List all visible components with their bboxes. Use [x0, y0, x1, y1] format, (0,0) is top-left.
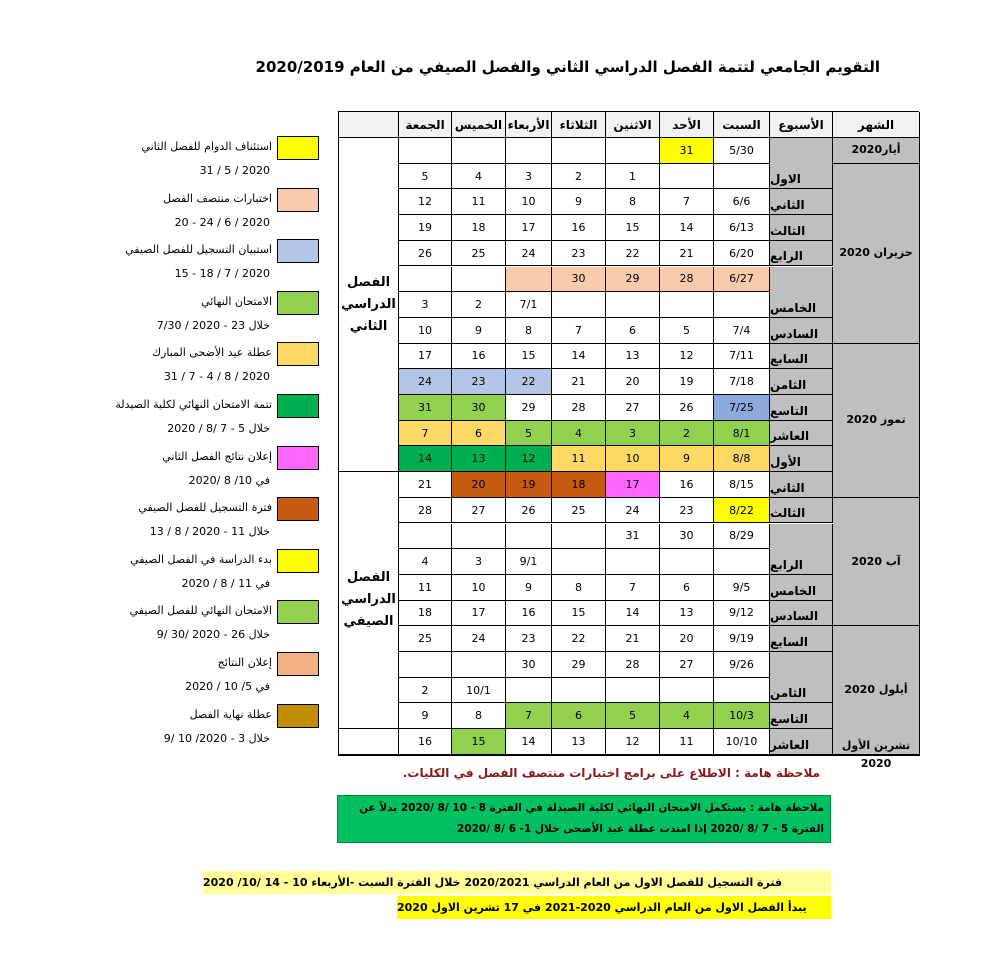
day-cell: 3 [506, 164, 552, 190]
day-cell [552, 138, 606, 164]
week-label: الثامن [770, 652, 833, 703]
day-cell: 21 [606, 626, 660, 652]
month-label: حزيران 2020 [833, 164, 920, 344]
day-cell: 30 [452, 395, 506, 421]
day-cell: 10/10 [714, 729, 770, 755]
week-label: الخامس [770, 575, 833, 601]
day-cell: 13 [552, 729, 606, 755]
day-cell: 4 [399, 549, 452, 575]
day-cell: 13 [660, 601, 714, 627]
day-cell: 16 [452, 344, 506, 370]
day-cell [660, 164, 714, 190]
day-cell: 29 [506, 395, 552, 421]
day-cell: 5 [399, 164, 452, 190]
day-cell: 6/20 [714, 241, 770, 267]
day-cell: 7/11 [714, 344, 770, 370]
month-label: 2020 [833, 755, 920, 756]
week-label: الخامس [770, 267, 833, 318]
day-cell: 27 [452, 498, 506, 524]
day-cell: 10 [399, 318, 452, 344]
day-cell: 7 [506, 703, 552, 729]
day-cell: 9/12 [714, 601, 770, 627]
day-cell [660, 678, 714, 704]
midterm-note: ملاحظة هامة : الاطلاع على برامج اختبارات منتصف الفصل في الكليات. [402, 766, 820, 780]
day-cell: 23 [506, 626, 552, 652]
day-cell: 8 [506, 318, 552, 344]
day-cell: 18 [552, 472, 606, 498]
day-cell [452, 524, 506, 550]
day-cell: 2 [552, 164, 606, 190]
day-cell: 17 [506, 215, 552, 241]
day-cell: 31 [399, 395, 452, 421]
day-cell: 28 [660, 267, 714, 293]
day-cell [606, 138, 660, 164]
day-cell: 28 [552, 395, 606, 421]
day-cell: 26 [399, 241, 452, 267]
day-cell: 4 [552, 421, 606, 447]
day-cell: 25 [399, 626, 452, 652]
day-cell: 20 [660, 626, 714, 652]
day-cell: 6 [452, 421, 506, 447]
week-label: العاشر [770, 421, 833, 447]
day-cell [714, 292, 770, 318]
day-cell [452, 138, 506, 164]
day-cell: 12 [660, 344, 714, 370]
day-cell: 1 [606, 164, 660, 190]
semester-label: الفصل الدراسي الثاني [339, 138, 399, 472]
day-cell: 19 [399, 215, 452, 241]
legend-label: تتمة الامتحان النهائي لكلية الصيدلة [115, 398, 272, 411]
day-cell: 23 [660, 498, 714, 524]
day-cell: 7 [552, 318, 606, 344]
registration-note: فترة التسجيل للفصل الاول من العام الدراسي 2020/2021 خلال الفترة السبت -الأربعاء 10 - 14 /10/ 2020 [203, 871, 831, 894]
day-cell: 9 [552, 189, 606, 215]
month-label: آب 2020 [833, 498, 920, 627]
day-cell: 4 [660, 703, 714, 729]
day-cell: 9 [660, 446, 714, 472]
legend-swatch [277, 497, 319, 521]
legend-date: 2020 / 7 / 18 - 15 [174, 267, 270, 281]
day-cell: 31 [660, 138, 714, 164]
day-cell [660, 292, 714, 318]
day-cell: 16 [399, 729, 452, 755]
week-label: الثامن [770, 369, 833, 395]
week-label: الأول [770, 446, 833, 472]
day-cell [399, 138, 452, 164]
month-label: تموز 2020 [833, 344, 920, 498]
legend-label: استبيان التسجيل للفصل الصيفي [125, 243, 272, 257]
day-cell [399, 652, 452, 678]
legend-label: عطلة عيد الأضحى المبارك [151, 346, 272, 360]
day-cell: 29 [552, 652, 606, 678]
legend-date: 2020 / 5 / 31 [199, 164, 270, 177]
week-label: الثاني [770, 472, 833, 498]
day-cell: 6 [606, 318, 660, 344]
day-cell: 6 [660, 575, 714, 601]
legend-swatch [277, 342, 319, 366]
legend-swatch [277, 446, 319, 470]
day-cell [552, 678, 606, 704]
day-cell: 3 [452, 549, 506, 575]
day-cell: 13 [452, 446, 506, 472]
day-cell [506, 678, 552, 704]
legend-date: في 5/ 10 / 2020 [185, 680, 270, 693]
day-cell: 10/1 [452, 678, 506, 704]
legend-label: الامتحان النهائي للفصل الصيفي [129, 604, 272, 618]
day-cell: 8 [606, 189, 660, 215]
week-label: السادس [770, 601, 833, 627]
legend-swatch [277, 704, 319, 728]
day-cell: 22 [606, 241, 660, 267]
legend-label: عطلة نهاية الفصل [189, 707, 272, 721]
legend-label: إعلان نتائج الفصل الثاني [162, 449, 272, 463]
legend-label: اختبارات منتصف الفصل [163, 191, 272, 205]
day-cell: 13 [606, 344, 660, 370]
day-cell: 4 [452, 164, 506, 190]
day-cell: 9/1 [506, 549, 552, 575]
legend-label: استئناف الدوام للفصل الثاني [141, 140, 272, 153]
day-cell: 7 [399, 421, 452, 447]
day-cell: 23 [452, 369, 506, 395]
calendar-table [338, 111, 919, 770]
day-cell: 6 [552, 703, 606, 729]
day-cell: 30 [506, 652, 552, 678]
day-cell: 25 [452, 241, 506, 267]
day-cell: 9/5 [714, 575, 770, 601]
legend-date: خلال 11 - 2020 / 8 / 13 [149, 525, 270, 539]
day-cell: 20 [606, 369, 660, 395]
legend-swatch [277, 188, 319, 212]
day-cell: 21 [399, 472, 452, 498]
day-cell [606, 292, 660, 318]
pharmacy-note-line1: ملاحظة هامة : يستكمل الامتحان النهائي لكلية الصيدلة في الفترة 8 - 10 /8 /2020 بدلاً عن [359, 802, 824, 814]
day-cell: 27 [606, 395, 660, 421]
month-label: أيار2020 [833, 138, 920, 164]
legend-swatch [277, 549, 319, 573]
month-label: أيلول 2020 [833, 626, 920, 755]
day-cell: 12 [506, 446, 552, 472]
day-cell: 24 [606, 498, 660, 524]
legend-swatch [277, 600, 319, 624]
day-cell: 23 [552, 241, 606, 267]
day-cell [714, 164, 770, 190]
day-cell: 8 [452, 703, 506, 729]
day-header: الثلاثاء [552, 112, 606, 138]
day-cell: 6/13 [714, 215, 770, 241]
week-header: الأسبوع [770, 112, 833, 138]
day-cell: 17 [452, 601, 506, 627]
day-cell: 18 [399, 601, 452, 627]
day-cell: 8 [552, 575, 606, 601]
day-cell: 2 [452, 292, 506, 318]
day-header: الأحد [660, 112, 714, 138]
day-cell: 10/3 [714, 703, 770, 729]
day-cell: 8/1 [714, 421, 770, 447]
day-cell: 9 [399, 703, 452, 729]
legend-date: خلال 26 - 2020 /30 /9 [156, 628, 270, 642]
day-cell: 30 [660, 524, 714, 550]
week-label: الثاني [770, 189, 833, 215]
day-header: السبت [714, 112, 770, 138]
day-cell: 22 [552, 626, 606, 652]
day-cell: 15 [552, 601, 606, 627]
day-cell: 21 [552, 369, 606, 395]
day-cell: 14 [606, 601, 660, 627]
day-cell: 10 [606, 446, 660, 472]
day-cell: 16 [660, 472, 714, 498]
day-cell: 7/25 [714, 395, 770, 421]
day-cell [399, 267, 452, 293]
day-cell [552, 524, 606, 550]
week-label: السابع [770, 344, 833, 370]
day-cell [506, 138, 552, 164]
pharmacy-note-line2: الفترة 5 - 7 /8 /2020 إذا امتدت عطلة عيد الأضحى خلال 1- 6 /8 /2020 [457, 823, 824, 835]
week-label: الاول [770, 138, 833, 189]
day-cell [552, 292, 606, 318]
day-cell: 7 [660, 189, 714, 215]
day-cell: 17 [606, 472, 660, 498]
day-cell: 8/8 [714, 446, 770, 472]
day-cell: 24 [506, 241, 552, 267]
semester-label: الفصل الدراسي الصيفي [339, 472, 399, 729]
day-cell: 25 [552, 498, 606, 524]
day-cell: 7/1 [506, 292, 552, 318]
legend-date: خلال 5 - 7 /8 / 2020 [167, 422, 270, 435]
legend-date: 2020 / 8 / 4 - 7 / 31 [163, 370, 270, 384]
day-cell: 27 [660, 652, 714, 678]
day-cell: 15 [606, 215, 660, 241]
week-label: الثالث [770, 215, 833, 241]
day-header: الأربعاء [506, 112, 552, 138]
day-cell [660, 549, 714, 575]
day-cell: 7/18 [714, 369, 770, 395]
day-cell: 9/19 [714, 626, 770, 652]
day-cell: 15 [506, 344, 552, 370]
day-cell: 18 [452, 215, 506, 241]
day-cell [506, 524, 552, 550]
day-cell: 8/29 [714, 524, 770, 550]
day-cell: 12 [606, 729, 660, 755]
day-cell: 22 [506, 369, 552, 395]
day-cell [452, 652, 506, 678]
legend-date: خلال 3 - 2020/ 10 /9 [163, 731, 270, 745]
semester-cell [339, 729, 399, 755]
day-cell: 2 [399, 678, 452, 704]
day-cell: 11 [452, 189, 506, 215]
day-cell: 14 [552, 344, 606, 370]
week-label: الثالث [770, 498, 833, 524]
week-label: التاسع [770, 703, 833, 729]
day-cell: 17 [399, 344, 452, 370]
day-cell: 12 [399, 189, 452, 215]
day-cell: 10 [506, 189, 552, 215]
day-cell: 10 [452, 575, 506, 601]
semester-start-note: يبدأ الفصل الاول من العام الدراسي 2020-2021 في 17 تشرين الاول 2020 [397, 896, 831, 919]
legend-label: بدء الدراسة في الفصل الصيفي [130, 552, 272, 566]
day-cell [552, 549, 606, 575]
semester-header [339, 112, 399, 138]
pharmacy-note-box [337, 795, 831, 843]
week-label: التاسع [770, 395, 833, 421]
day-cell: 16 [552, 215, 606, 241]
legend-date: خلال 23 - 2020 / 7/30 [156, 318, 270, 332]
day-cell [399, 524, 452, 550]
day-header: الجمعة [399, 112, 452, 138]
legend-date: في 11 / 8 / 2020 [181, 576, 270, 590]
legend-swatch [277, 394, 319, 418]
day-cell: 7/4 [714, 318, 770, 344]
day-cell: 19 [660, 369, 714, 395]
day-cell: 28 [399, 498, 452, 524]
day-cell: 11 [660, 729, 714, 755]
day-cell: 15 [452, 729, 506, 755]
legend-swatch [277, 652, 319, 676]
legend-label: الامتحان النهائي [201, 294, 272, 308]
week-label: العاشر [770, 729, 833, 755]
day-cell: 8/22 [714, 498, 770, 524]
day-cell: 31 [606, 524, 660, 550]
week-label: السادس [770, 318, 833, 344]
day-cell: 20 [452, 472, 506, 498]
day-cell: 3 [606, 421, 660, 447]
day-cell: 5 [606, 703, 660, 729]
day-header: الخميس [452, 112, 506, 138]
day-cell: 8/15 [714, 472, 770, 498]
day-cell: 2 [660, 421, 714, 447]
legend-date: 2020 / 6 / 24 - 20 [174, 215, 270, 229]
day-cell: 14 [506, 729, 552, 755]
page-title: التقويم الجامعي لتتمة الفصل الدراسي الثاني والفصل الصيفي من العام 2020/2019 [255, 58, 880, 76]
day-cell: 26 [506, 498, 552, 524]
day-cell: 16 [506, 601, 552, 627]
day-cell [714, 678, 770, 704]
day-cell: 11 [399, 575, 452, 601]
legend-label: فترة التسجيل للفصل الصيفي [138, 501, 272, 515]
day-cell [506, 267, 552, 293]
day-cell: 29 [606, 267, 660, 293]
day-cell: 14 [399, 446, 452, 472]
day-cell [606, 678, 660, 704]
day-cell [714, 549, 770, 575]
day-cell: 6/27 [714, 267, 770, 293]
week-label: الرابع [770, 524, 833, 575]
day-cell: 28 [606, 652, 660, 678]
day-cell: 24 [452, 626, 506, 652]
day-cell: 5 [506, 421, 552, 447]
day-cell: 14 [660, 215, 714, 241]
day-cell [452, 267, 506, 293]
day-cell: 26 [660, 395, 714, 421]
day-cell: 30 [552, 267, 606, 293]
legend-swatch [277, 239, 319, 263]
day-cell: 6/6 [714, 189, 770, 215]
week-label: الرابع [770, 241, 833, 267]
legend-swatch [277, 136, 319, 160]
day-cell [606, 549, 660, 575]
month-header: الشهر [833, 112, 920, 138]
legend-swatch [277, 291, 319, 315]
week-label: السابع [770, 626, 833, 652]
day-cell: 5/30 [714, 138, 770, 164]
day-cell: 5 [660, 318, 714, 344]
legend-date: في 10/ 8 /2020 [188, 473, 270, 487]
day-cell: 19 [506, 472, 552, 498]
day-cell: 3 [399, 292, 452, 318]
day-cell: 24 [399, 369, 452, 395]
day-cell: 11 [552, 446, 606, 472]
day-cell: 7 [606, 575, 660, 601]
day-cell: 21 [660, 241, 714, 267]
day-cell: 9/26 [714, 652, 770, 678]
legend-label: إعلان النتائج [217, 656, 272, 669]
day-cell: 9 [506, 575, 552, 601]
day-cell: 9 [452, 318, 506, 344]
day-header: الاثنين [606, 112, 660, 138]
